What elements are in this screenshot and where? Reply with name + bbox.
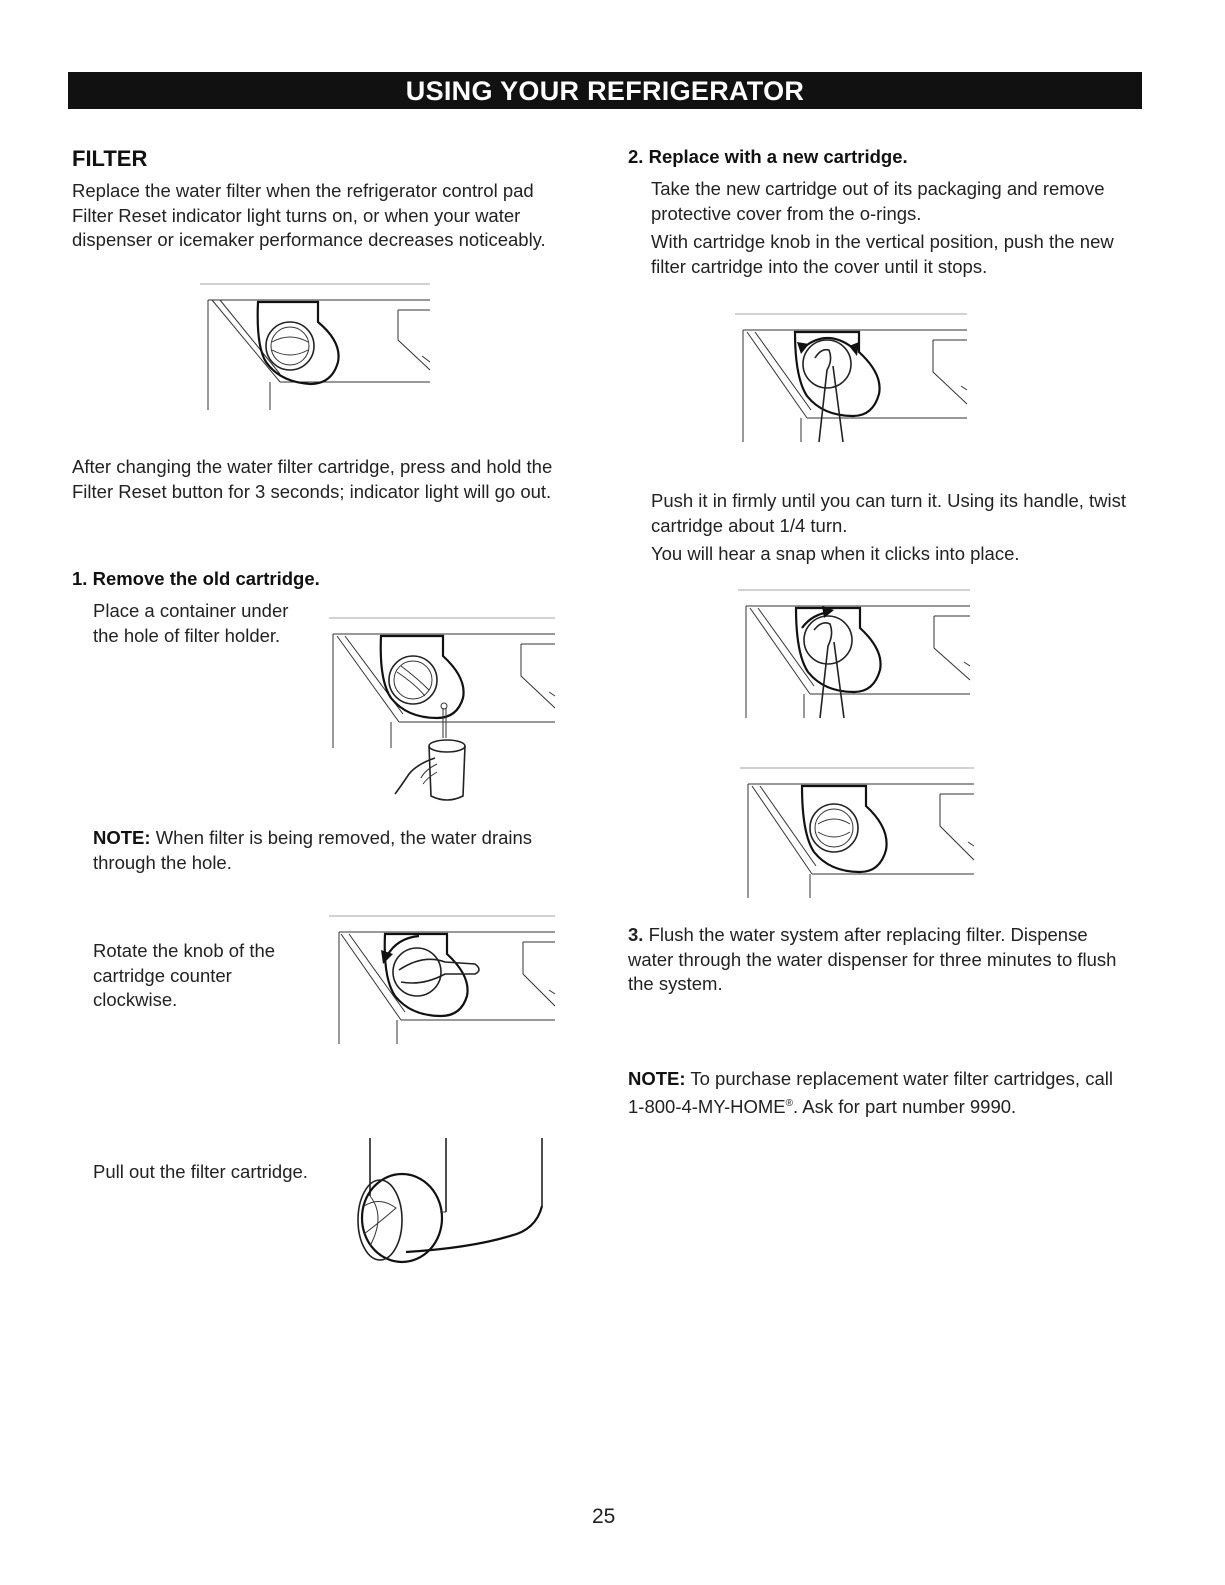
drain-note-text: When filter is being removed, the water drains through the hole.: [93, 827, 533, 873]
step1-heading: [72, 568, 320, 590]
section-header-bar: USING YOUR REFRIGERATOR: [68, 72, 1142, 109]
step2-number: 2.: [628, 146, 644, 167]
step2-title: Replace with a new cartridge.: [648, 146, 908, 167]
purchase-note-part-number: . Ask for part number 9990.: [793, 1095, 1017, 1117]
rotate-knob-illustration: [325, 912, 560, 1047]
purchase-note-label: NOTE:: [628, 1068, 686, 1089]
installed-cartridge-illustration: [740, 766, 980, 901]
purchase-note: [628, 1067, 1133, 1119]
step2-para-push: With cartridge knob in the vertical position, push the new filter cartridge into the cover until it stops.: [651, 231, 1114, 277]
drain-note: [93, 826, 573, 875]
registered-mark: ®: [785, 1097, 794, 1109]
filter-reset-text: After changing the water filter cartridge, press and hold the Filter Reset button for 3 seconds; indicator light will go out.: [72, 456, 553, 502]
twist-cartridge-illustration: [738, 588, 978, 718]
container-under-holder-illustration: [325, 614, 560, 804]
purchase-note-text: To purchase replacement water filter cartridges, call 1-800-4-MY-HOME: [628, 1068, 1113, 1117]
drain-note-label: NOTE:: [93, 827, 151, 848]
step3-block: [628, 923, 1133, 997]
page-number: 25: [592, 1505, 616, 1528]
container-instruction-text: Place a container under the hole of filter holder.: [93, 600, 289, 646]
insert-cartridge-illustration: [735, 312, 975, 442]
filter-intro-text: Replace the water filter when the refrigerator control pad Filter Reset indicator light turns on, or when your water dispenser or icemaker performance decreases noticeably.: [72, 180, 546, 250]
pull-instruction-text: Pull out the filter cartridge.: [93, 1161, 308, 1182]
step2-para-unpack: Take the new cartridge out of its packaging and remove protective cover from the o-rings.: [651, 178, 1105, 224]
filter-heading: FILTER: [72, 146, 148, 171]
step1-number: 1.: [72, 568, 88, 589]
step2-para-twist: Push it in firmly until you can turn it. Using its handle, twist cartridge about 1/4 turn.: [651, 490, 1127, 536]
rotate-instruction-text: Rotate the knob of the cartridge counter clockwise.: [93, 940, 276, 1010]
step1-title: Remove the old cartridge.: [92, 568, 320, 589]
pulled-cartridge-illustration: [340, 1136, 550, 1266]
step2-heading: [628, 146, 908, 168]
step3-text: Flush the water system after replacing filter. Dispense water through the water dispenser for three minutes to flush the system.: [628, 924, 1117, 994]
filter-housing-illustration: [200, 282, 435, 412]
step3-number: 3.: [628, 924, 644, 945]
step2-para-snap: You will hear a snap when it clicks into place.: [651, 543, 1020, 564]
